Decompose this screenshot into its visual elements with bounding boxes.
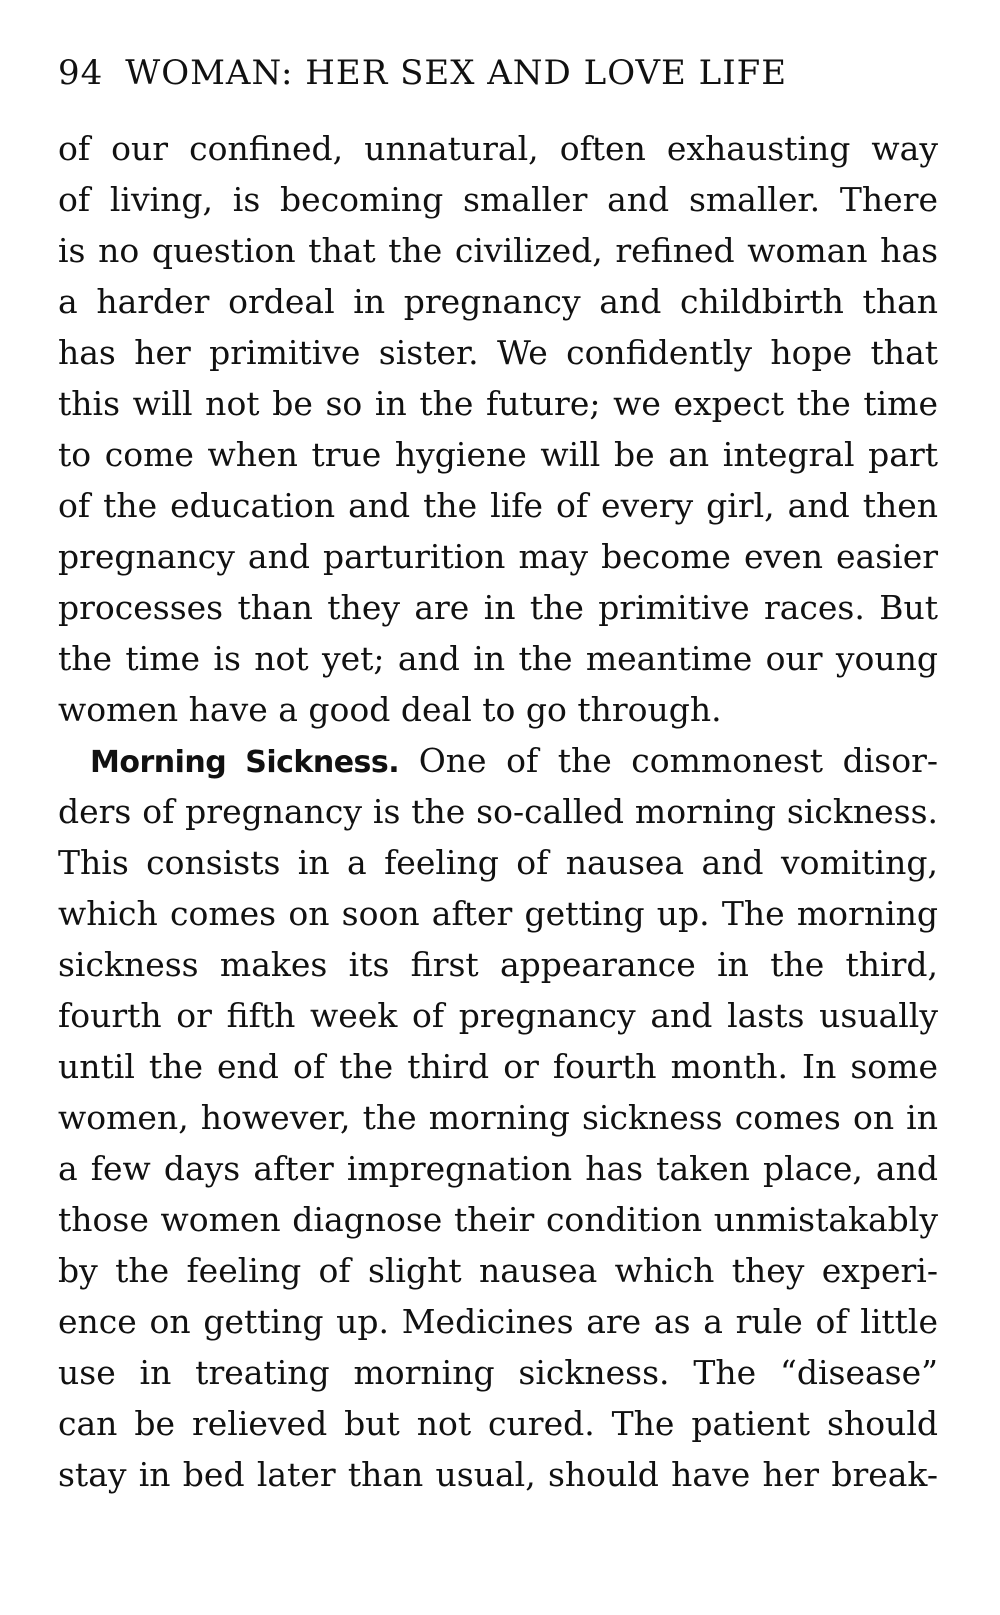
- text-line: is no question that the civilized, refined woman has: [58, 231, 938, 270]
- text-line: women, however, the morning sickness comes on in: [58, 1098, 938, 1137]
- text-line: a few days after impregnation has taken place, and: [58, 1149, 938, 1188]
- text-line: processes than they are in the primitive races. But: [58, 588, 938, 627]
- text-line: those women diagnose their condition unmistakably: [58, 1200, 938, 1239]
- running-title: WOMAN: HER SEX AND LOVE LIFE: [125, 53, 788, 93]
- text-line: of our confined, unnatural, often exhausting way: [58, 129, 938, 168]
- text-line: fourth or fifth week of pregnancy and lasts usually: [58, 996, 938, 1035]
- text-line: stay in bed later than usual, should have her break-: [58, 1455, 938, 1494]
- text-line-with-heading: [58, 735, 938, 786]
- text-line: ders of pregnancy is the so-called morning sickness.: [58, 792, 938, 831]
- text-line: has her primitive sister. We confidently hope that: [58, 333, 938, 372]
- text-line: of living, is becoming smaller and smaller. There: [58, 180, 938, 219]
- paragraph-continued: [58, 123, 938, 735]
- page-number: 94: [58, 53, 104, 93]
- text-line: ence on getting up. Medicines are as a rule of little: [58, 1302, 938, 1341]
- text-line: a harder ordeal in pregnancy and childbirth than: [58, 282, 938, 321]
- text-line: This consists in a feeling of nausea and vomiting,: [58, 843, 938, 882]
- text-line: by the feeling of slight nausea which they experi-: [58, 1251, 938, 1290]
- text-line: can be relieved but not cured. The patient should: [58, 1404, 938, 1443]
- section-run-in-heading: Morning Sickness.: [90, 745, 400, 780]
- text-line: the time is not yet; and in the meantime our young: [58, 639, 938, 678]
- text-line: use in treating morning sickness. The “disease”: [58, 1353, 938, 1392]
- text-line: until the end of the third or fourth month. In some: [58, 1047, 938, 1086]
- text-line: women have a good deal to go through.: [58, 690, 722, 729]
- text-run: One of the commonest disor-: [418, 741, 939, 780]
- text-line: sickness makes its first appearance in the third,: [58, 945, 938, 984]
- running-head: [58, 48, 958, 98]
- text-line: to come when true hygiene will be an integral part: [58, 435, 938, 474]
- text-line: this will not be so in the future; we expect the time: [58, 384, 938, 423]
- body-text: [58, 123, 938, 1500]
- text-line: of the education and the life of every girl, and then: [58, 486, 938, 525]
- paragraph-morning-sickness: [58, 735, 938, 1500]
- text-line: pregnancy and parturition may become even easier: [58, 537, 938, 576]
- text-line: which comes on soon after getting up. The morning: [58, 894, 938, 933]
